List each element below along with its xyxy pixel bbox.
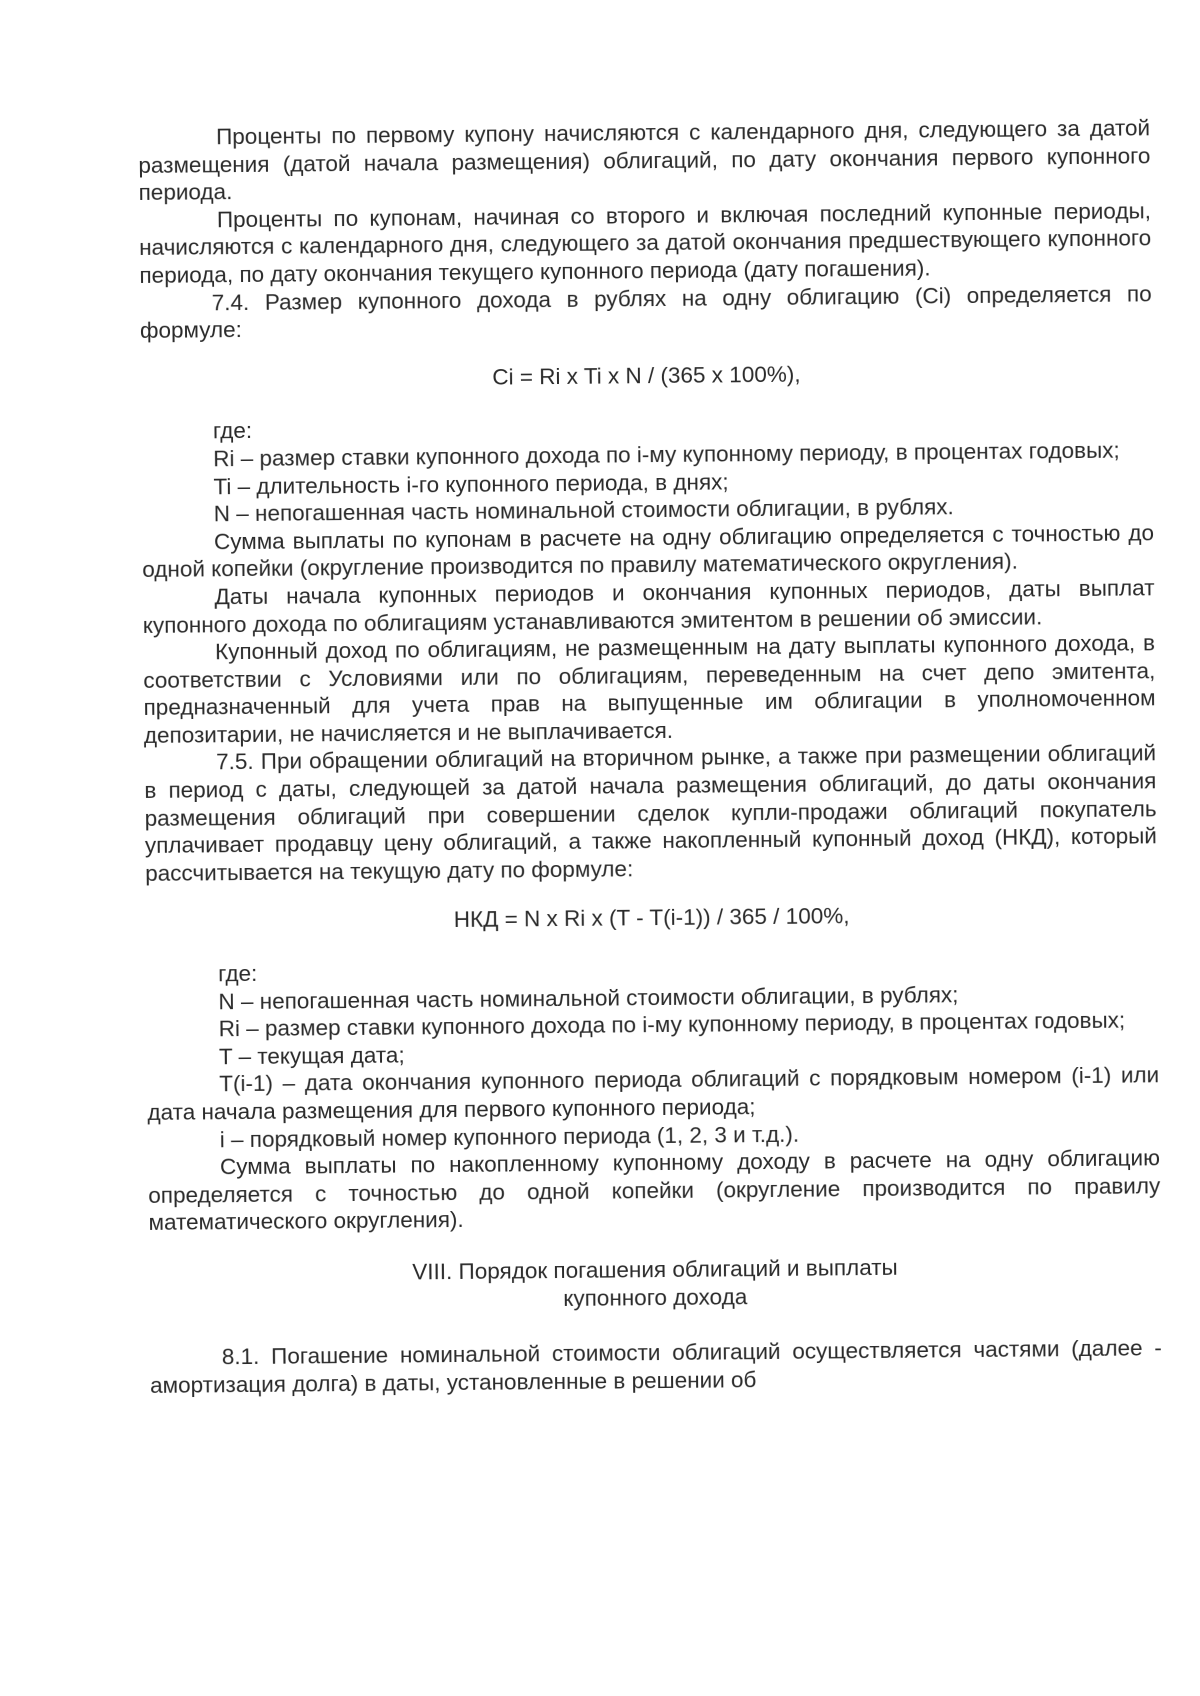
definition-t-i-1: T(i-1) – дата окончания купонного периода облигаций с порядковым номером (i-1) или дата начала размещения для первого купонного периода; bbox=[147, 1062, 1160, 1125]
paragraph-8-1-redemption: 8.1. Погашение номинальной стоимости облигаций осуществляется частями (далее - амортизация долга) в даты, установленные в решении об bbox=[149, 1335, 1162, 1398]
definition-i: i – порядковый номер купонного периода (1, 2, 3 и т.д.). bbox=[219, 1121, 800, 1152]
formula-accrued-coupon-income: НКД = N x Ri x (T - T(i-1)) / 365 / 100%, bbox=[453, 903, 850, 933]
document-body bbox=[138, 114, 1162, 1399]
paragraph-coupon-period-dates: Даты начала купонных периодов и окончания купонных периодов, даты выплат купонного дохода по облигациям устанавливаются эмитентом в решении об эмиссии. bbox=[142, 575, 1155, 638]
paragraph-subsequent-coupons-interest: Проценты по купонам, начиная со второго и включая последний купонные периоды, начисляются с календарного дня, следующего за датой окончания предшествующего купонного периода, по дату окончания текущего купонного периода (дату погашения). bbox=[139, 198, 1152, 288]
paragraph-7-4-coupon-income: 7.4. Размер купонного дохода в рублях на одну облигацию (Ci) определяется по формуле: bbox=[139, 280, 1152, 344]
definition-ti: Ti – длительность i-го купонного периода, в днях; bbox=[213, 468, 729, 499]
definition-ri: Ri – размер ставки купонного дохода по i-му купонному периоду, в процентах годовых; bbox=[213, 437, 1120, 472]
definition-ri-2: Ri – размер ставки купонного дохода по i-му купонному периоду, в процентах годовых; bbox=[218, 1007, 1126, 1042]
definition-n: N – непогашенная часть номинальной стоимости облигации, в рублях. bbox=[213, 494, 954, 527]
definition-t: T – текущая дата; bbox=[218, 1042, 405, 1070]
paragraph-first-coupon-interest: Проценты по первому купону начисляются с календарного дня, следующего за датой размещения (датой начала размещения) облигаций, по дату окончания первого купонного периода. bbox=[138, 115, 1151, 206]
section-heading-line-2: купонного дохода bbox=[563, 1283, 748, 1311]
definition-n-2: N – непогашенная часть номинальной стоимости облигации, в рублях; bbox=[218, 981, 959, 1014]
paragraph-7-5-accrued-income: 7.5. При обращении облигаций на вторичном рынке, а также при размещении облигаций в период с даты, следующей за датой начала размещения облигаций, до даты окончания размещения облигаций при совершении сделок купли-продажи облигаций покупатель уплачивает продавцу цену облигаций, а также накопленный купонный доход (НКД), который рассчитывается на текущую дату по формуле: bbox=[144, 740, 1158, 886]
where-label-1: где: bbox=[212, 418, 253, 444]
section-heading-viii bbox=[149, 1251, 1161, 1316]
where-label-2: где: bbox=[218, 960, 258, 987]
paragraph-coupon-payment-precision: Сумма выплаты по купонам в расчете на одну облигацию определяется с точностью до одной копейки (округление производится по правилу математического округления). bbox=[142, 519, 1155, 583]
paragraph-unplaced-bonds-income: Купонный доход по облигациям, не размещенным на дату выплаты купонного дохода, в соответствии с Условиями или по облигациям, переведенным на счет депо эмитента, предназначенный для учета прав на выпущенные им облигации в уполномоченном депозитарии, не начисляется и не выплачивается. bbox=[143, 630, 1156, 748]
paragraph-accrued-payment-precision: Сумма выплаты по накопленному купонному доходу в расчете на одну облигацию определяется с точностью до одной копейки (округление производится по правилу математического округления). bbox=[148, 1145, 1161, 1236]
section-heading-line-1: VIII. Порядок погашения облигаций и выплаты bbox=[412, 1254, 898, 1285]
formula-coupon-income: Ci = Ri x Ti x N / (365 x 100%), bbox=[492, 361, 801, 390]
